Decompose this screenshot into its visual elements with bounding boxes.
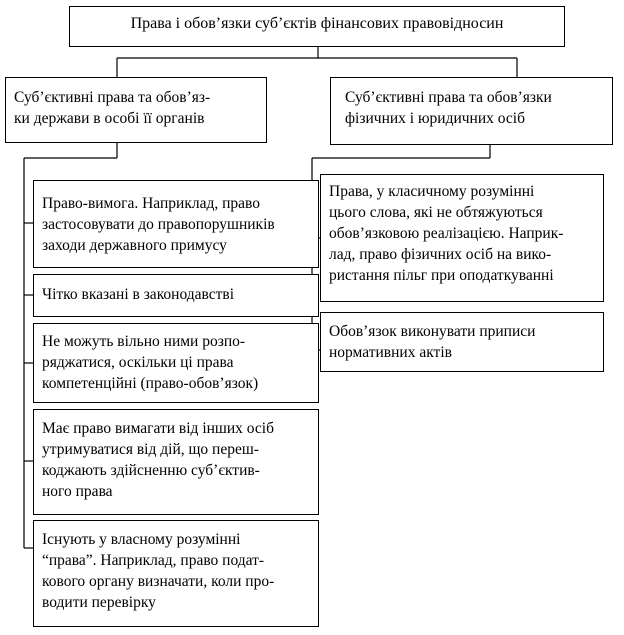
left-item-1 [33,180,319,268]
left-item-4-line-1: Має право вимагати від інших осіб [42,420,274,437]
right-item-1-line-2: цього слова, які не обтяжуються [329,204,543,221]
right-item-1-line-3: обов’язковою реалізацією. Наприк- [329,225,564,242]
left-item-1-line-3: заходи державного примусу [42,237,227,254]
left-item-5 [33,520,319,627]
left-item-3 [33,323,319,403]
right-item-2-line-1: Обов’язок виконувати приписи [329,323,536,340]
left-item-4-line-4: ного права [42,483,113,500]
left-header-line-1: Суб’єктивні права та обов’яз- [14,89,211,106]
right-header-line-2: фізичних і юридичних осіб [345,110,525,127]
left-item-5-line-2: “права”. Наприклад, право подат- [42,552,265,569]
left-item-5-line-3: кового органу визначати, коли про- [42,573,275,590]
left-item-1-line-1: Право-вимога. Наприклад, право [42,195,260,212]
left-item-1-line-2: застосовувати до правопорушників [42,216,275,233]
left-item-2 [33,274,319,317]
left-item-4-line-3: коджають здійсненню суб’єктив- [42,462,260,479]
diagram-title-text: Права і обов’язки суб’єктів фінансових правовідносин [130,15,504,32]
left-item-5-line-4: водити перевірку [42,594,156,611]
left-item-4-line-2: утримуватися від дій, що переш- [42,441,259,458]
left-header-line-2: ки держави в особі її органів [14,110,205,127]
right-item-1-line-1: Права, у класичному розумінні [329,183,535,200]
left-item-4 [33,409,319,515]
right-item-1-line-5: ристання пільг при оподаткуванні [329,267,554,284]
left-item-3-line-2: ряджатися, оскільки ці права [42,354,234,371]
right-item-1 [320,174,604,302]
left-item-5-line-1: Існують у власному розумінні [42,531,241,548]
right-item-1-line-4: лад, право фізичних осіб на вико- [329,246,552,263]
right-item-2 [320,312,604,372]
right-header-line-1: Суб’єктивні права та обов’язки [345,89,552,106]
right-item-2-line-2: нормативних актів [329,344,452,361]
left-header-box [5,77,267,143]
diagram-title [69,6,565,47]
left-item-2-line-1: Чітко вказані в законодавстві [42,286,235,303]
left-item-3-line-1: Не можуть вільно ними розпо- [42,333,246,350]
right-header-box [330,77,613,145]
left-item-3-line-3: компетенційні (право-обов’язок) [42,375,259,392]
